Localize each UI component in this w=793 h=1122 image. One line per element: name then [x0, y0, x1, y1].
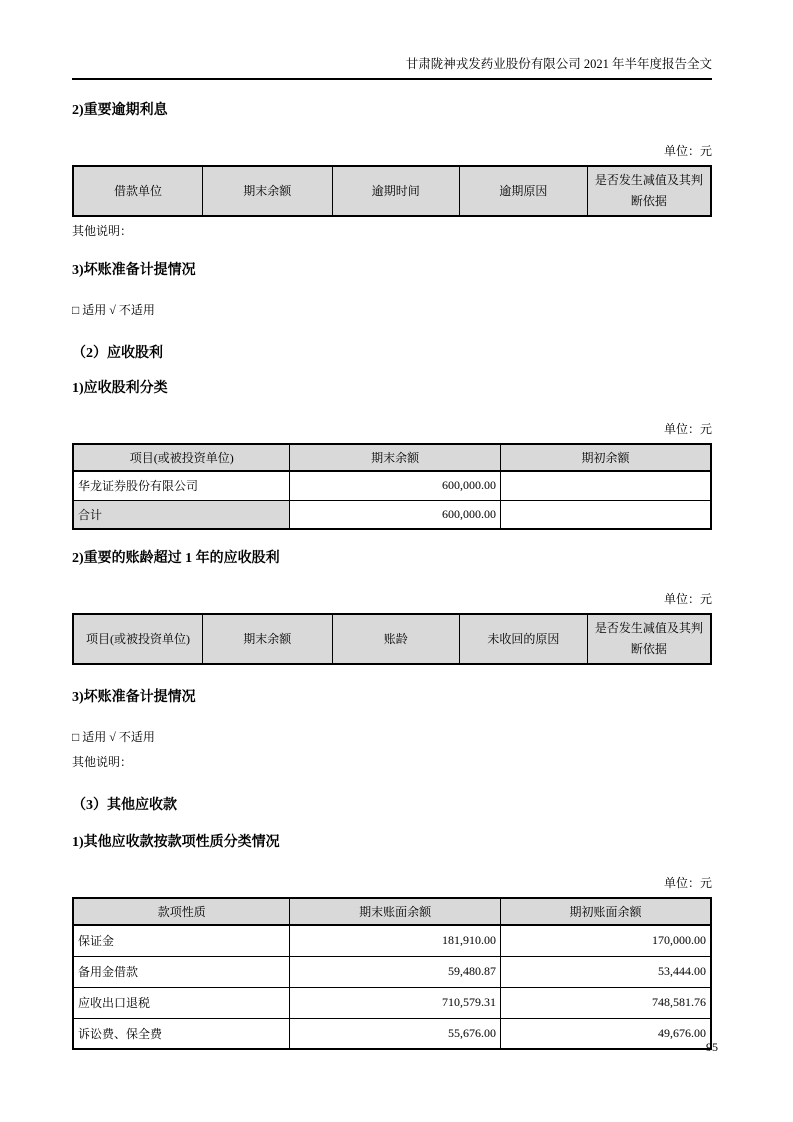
col-header-impairment-judgement: 是否发生减值及其判断依据 [587, 614, 711, 664]
table-row [73, 444, 711, 471]
cell-beginning-balance [500, 500, 711, 529]
table-row [73, 614, 711, 664]
table-row [73, 1018, 711, 1049]
col-header-overdue-time: 逾期时间 [332, 166, 460, 216]
table-header-row [73, 614, 711, 664]
unit-label: 单位：元 [663, 144, 712, 158]
col-header-ending-balance: 期末余额 [290, 444, 501, 471]
other-note: 其他说明： [72, 755, 133, 769]
heading-bad-debt-provision-2: 3)坏账准备计提情况 [72, 690, 196, 705]
cell-ending-balance: 59,480.87 [290, 956, 501, 987]
cell-beginning-balance: 53,444.00 [500, 956, 711, 987]
heading-other-receivables: （3）其他应收款 [72, 798, 177, 813]
cell-beginning-balance: 49,676.00 [500, 1018, 711, 1049]
col-header-ending-balance: 期末余额 [203, 166, 333, 216]
cell-ending-balance: 55,676.00 [290, 1018, 501, 1049]
heading-aged-dividends: 2)重要的账龄超过 1 年的应收股利 [72, 551, 280, 566]
cell-beginning-balance: 748,581.76 [500, 987, 711, 1018]
cell-ending-balance: 600,000.00 [290, 471, 501, 500]
table-header-row [73, 166, 711, 216]
col-header-ending-book-balance: 期末账面余额 [290, 898, 501, 925]
cell-beginning-balance [500, 471, 711, 500]
overdue-interest-table [72, 165, 712, 217]
applicability-line: □ 适用 √ 不适用 [72, 303, 155, 317]
cell-ending-balance: 181,910.00 [290, 925, 501, 956]
doc-header [72, 56, 712, 80]
cell-nature: 应收出口退税 [73, 987, 290, 1018]
doc-header-title: 甘肃陇神戎发药业股份有限公司 2021 年半年度报告全文 [405, 57, 712, 71]
col-header-item: 项目(或被投资单位) [73, 614, 203, 664]
aged-dividends-table [72, 613, 712, 665]
unit-label: 单位：元 [663, 592, 712, 606]
col-header-beginning-balance: 期初余额 [500, 444, 711, 471]
heading-overdue-interest: 2)重要逾期利息 [72, 103, 168, 118]
cell-nature: 保证金 [73, 925, 290, 956]
col-header-beginning-book-balance: 期初账面余额 [500, 898, 711, 925]
unit-label: 单位：元 [663, 422, 712, 436]
cell-ending-balance: 600,000.00 [290, 500, 501, 529]
unit-label: 单位：元 [663, 876, 712, 890]
heading-dividends-receivable: （2）应收股利 [72, 346, 163, 361]
other-note: 其他说明： [72, 224, 133, 238]
col-header-item: 项目(或被投资单位) [73, 444, 290, 471]
page-number: 95 [706, 1040, 718, 1054]
col-header-nature: 款项性质 [73, 898, 290, 925]
cell-nature: 诉讼费、保全费 [73, 1018, 290, 1049]
col-header-ending-balance: 期末余额 [203, 614, 333, 664]
cell-ending-balance: 710,579.31 [290, 987, 501, 1018]
cell-item-name: 华龙证券股份有限公司 [73, 471, 290, 500]
table-row [73, 925, 711, 956]
heading-other-receivables-classification: 1)其他应收款按款项性质分类情况 [72, 835, 280, 850]
col-header-aging: 账龄 [332, 614, 460, 664]
col-header-impairment-judgement: 是否发生减值及其判断依据 [587, 166, 711, 216]
col-header-uncollected-reason: 未收回的原因 [460, 614, 588, 664]
cell-total-label: 合计 [73, 500, 290, 529]
col-header-borrower: 借款单位 [73, 166, 203, 216]
table-row [73, 471, 711, 500]
other-receivables-table [72, 897, 712, 1050]
applicability-line: □ 适用 √ 不适用 [72, 730, 155, 744]
cell-nature: 备用金借款 [73, 956, 290, 987]
cell-beginning-balance: 170,000.00 [500, 925, 711, 956]
col-header-overdue-reason: 逾期原因 [460, 166, 588, 216]
table-header-row [73, 898, 711, 925]
heading-dividends-classification: 1)应收股利分类 [72, 381, 168, 396]
heading-bad-debt-provision-1: 3)坏账准备计提情况 [72, 263, 196, 278]
table-row-total [73, 500, 711, 529]
table-row [73, 987, 711, 1018]
table-row [73, 898, 711, 925]
table-row [73, 956, 711, 987]
table-header-row [73, 444, 711, 471]
table-row [73, 166, 711, 216]
dividends-receivable-table [72, 443, 712, 530]
